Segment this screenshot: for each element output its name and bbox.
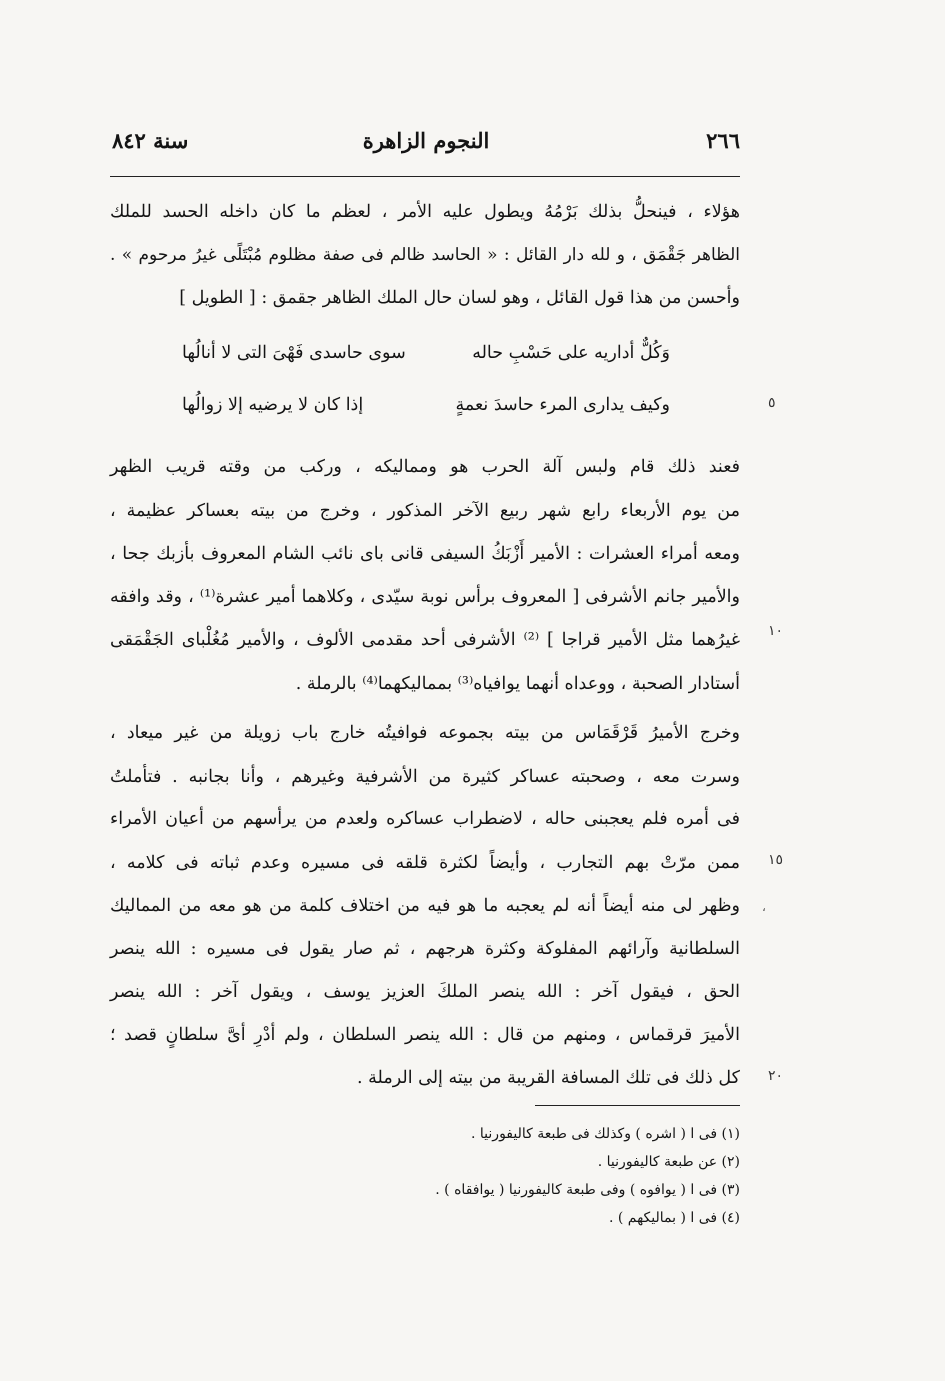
footnote: (١) فى ا ( اشره ) وكذلك فى طبعة كاليفورنيا . (471, 1126, 740, 1142)
text-line: هؤلاء ، فينحلُّ بذلك بَرْمُهُ ويطول عليه الأمر ، لعظم ما كان داخله الحسد للملك (110, 202, 740, 222)
text-line: وأحسن من هذا قول القائل ، وهو لسان حال الملك الظاهر جقمق : [ الطويل ] (179, 288, 740, 308)
verse-second-hemistich: إذا كان لا يرضيه إلا زوالُها (182, 395, 364, 415)
page-number: ٢٦٦ (706, 128, 740, 153)
text-line: السلطانية وآرائهم المفلوكة وكثرة هرجهم ، ثم صار يقول فى مسيره : الله ينصر (110, 939, 741, 959)
line-number: ٥ (768, 395, 776, 411)
footnote: (٣) فى ا ( يوافوه ) وفى طبعة كاليفورنيا ( يوافقاه ) . (435, 1182, 740, 1198)
footnote: (٢) عن طبعة كاليفورنيا . (597, 1154, 740, 1170)
text-line: من يوم الأربعاء رابع شهر ربيع الآخر المذكور ، وخرج من بيته بعساكر عظيمة ، (110, 501, 740, 521)
year-label: سنة ٨٤٢ (112, 128, 189, 153)
verse-first-hemistich: وكيف يدارى المرء حاسدَ نعمةٍ (455, 395, 670, 415)
text-line: وخرج الأميرُ قَرْقَمَاس من بيته بجموعه فوافيتُه خارج باب زويلة من غير ميعاد ، (110, 723, 740, 743)
text-line: كل ذلك فى تلك المسافة القريبة من بيته إلى الرملة . (357, 1068, 740, 1088)
text-line: فعند ذلك قام ولبس آلة الحرب هو ومماليكه ، وركب من وقته قريب الظهر (110, 457, 740, 477)
text-line: الأميرَ قرقماس ، ومنهم من قال : الله ينصر السلطان ، ولم أدْرِ أىَّ سلطانٍ قصد ؛ (110, 1025, 740, 1045)
footnote-rule (535, 1105, 740, 1106)
verse-first-hemistich: وَكُلٌّ أداريه على حَسْبِ حاله (472, 343, 670, 363)
line-number: ١٠ (768, 623, 784, 639)
text-line: وسرت معه ، وصحبته عساكر كثيرة من الأشرفية وغيرهم ، وأنا بجانبه . فتأملتُ (110, 767, 740, 787)
margin-mark: ، (762, 900, 766, 914)
book-title: النجوم الزاهرة (362, 128, 490, 153)
text-line: غيرُهما مثل الأمير قراجا ] ⁽²⁾ الأشرفى أحد مقدمى الألوف ، والأمير مُغُلْباى الجَقْمَقى (110, 630, 740, 650)
text-line: والأمير جانم الأشرفى [ المعروف برأس نوبة سيّدى ، وكلاهما أمير عشرة⁽¹⁾ ، وقد وافقه (110, 587, 740, 607)
line-number: ٢٠ (768, 1068, 784, 1084)
footnote: (٤) فى ا ( بماليكهم ) . (608, 1210, 740, 1226)
text-line: وظهر لى منه أيضاً أنه لم يعجبه ما هو فيه من اختلاف كلمة من هو معه من المماليك (110, 896, 740, 916)
text-line: ومعه أمراء العشرات : الأمير أَزْبَكُ السيفى قانى باى نائب الشام المعروف بأزبك جحا ، (110, 544, 740, 564)
poem-verse (110, 390, 740, 420)
text-line: أستادار الصحبة ، ووعداه أنهما يوافياه⁽³⁾ بمماليكهما⁽⁴⁾ بالرملة . (295, 674, 740, 694)
text-line: ممن مرّتْ بهم التجارب ، وأيضاً لكثرة قلقه فى مسيره وعدم ثباته فى كلامه ، (110, 853, 740, 873)
verse-second-hemistich: سوى حاسدى فَهْىَ التى لا أنالُها (182, 343, 406, 363)
header-rule (110, 176, 740, 177)
poem-verse (110, 338, 740, 368)
text-line: الظاهر جَقْمَق ، و لله دار القائل : « الحاسد ظالم فى صفة مظلوم مُبْتَلًى غيرُ مرحوم » . (110, 245, 740, 265)
line-number: ١٥ (768, 852, 784, 868)
running-header (112, 128, 740, 162)
text-line: فى أمره فلم يعجبنى حاله ، لاضطراب عساكره ولعدم من يرأسهم من أعيان الأمراء (110, 809, 740, 829)
text-line: الحق ، فيقول آخر : الله ينصر الملكَ العزيز يوسف ، ويقول آخر : الله ينصر (110, 982, 740, 1002)
